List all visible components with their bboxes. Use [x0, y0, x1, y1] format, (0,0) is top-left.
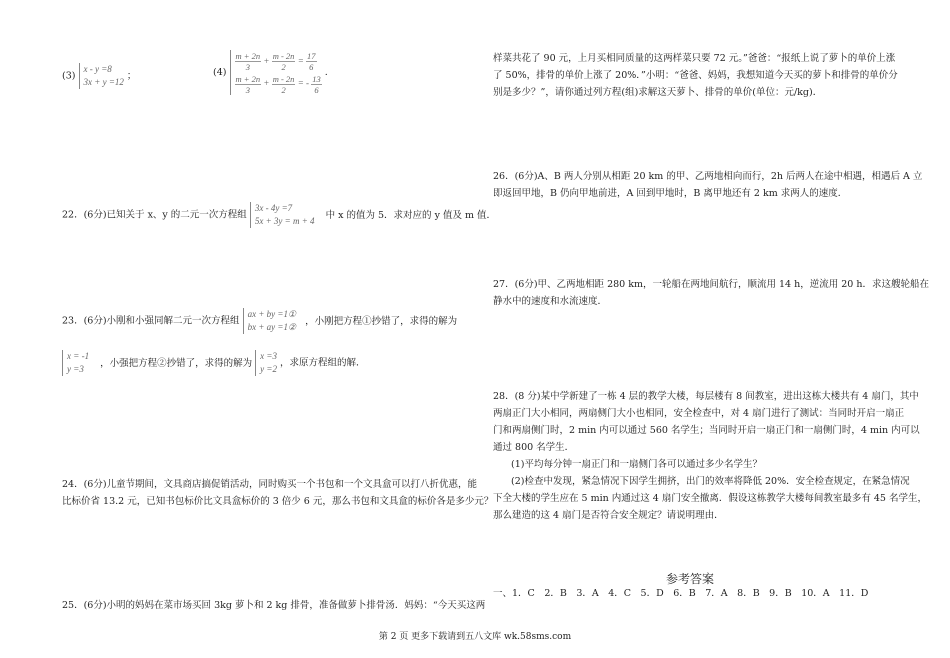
q21-3-eq2: 3x + y =12 — [83, 77, 124, 87]
q25-line2: 样菜共花了 90 元，上月买相同质量的这两样菜只要 72 元。”爸爸：“报纸上说了萝卜的单价上涨 — [493, 53, 896, 64]
answers-title: 参考答案 — [666, 572, 715, 586]
q21-part4 — [213, 50, 328, 95]
q25-continued — [493, 50, 898, 101]
q21-4-frac2b: $\frac{m - 2n}{2}$ — [272, 73, 295, 95]
q21-3-system — [79, 63, 124, 89]
q24 — [62, 476, 493, 510]
page-footer: 第 2 页 更多下载请到五八文库 wk.58sms.com — [378, 632, 572, 642]
q22-eq1: 3x - 4y =7 — [254, 203, 293, 213]
q28-sub1: (1)平均每分钟一扇正门和一扇侧门各可以通过多少名学生？ — [511, 459, 762, 470]
q24-line1: 24．(6分)儿童节期间，文具商店搞促销活动，同时购买一个书包和一个文具盒可以打八折优惠，能 — [62, 479, 478, 490]
q28-sub2a: (2)检查中发现，紧急情况下因学生拥挤，出门的效率将降低 20%．安全检查规定，在紧急情况 — [511, 476, 910, 487]
q21-3-label: (3) — [62, 70, 76, 82]
q28 — [493, 388, 927, 524]
q22-eq2: 5x + 3y = m + 4 — [254, 216, 315, 226]
q22-system — [250, 202, 315, 228]
q23-line1 — [62, 308, 457, 334]
q21-4-end: . — [324, 66, 328, 78]
q21-4-system — [230, 50, 322, 95]
q23-pre: 23．(6分)小刚和小强同解二元一次方程组 — [62, 315, 240, 327]
q23-sol2-y: y =2 — [260, 364, 277, 374]
q21-4-frac1a: $\frac{m + 2n}{3}$ — [235, 51, 261, 73]
q23-line2 — [62, 350, 366, 376]
q23-end: ，求原方程组的解． — [280, 357, 366, 369]
q23-post: ，小刚把方程①抄错了，求得的解为 — [305, 315, 458, 327]
q21-4-op1: + — [263, 56, 270, 66]
q23-solution1 — [62, 350, 89, 376]
q24-line2: 比标价省 13.2 元，已知书包标价比文具盒标价的 3 倍少 6 元，那么书包和文具盒的标价各是多少元？ — [62, 496, 494, 507]
q28-sub2b: 下全大楼的学生应在 5 min 内通过这 4 扇门安全撤离．假设这栋教学大楼每间教室最多有 45 名学生， — [493, 493, 927, 504]
q23-solution2 — [255, 350, 277, 376]
q28-line2: 两扇正门大小相同，两扇侧门大小也相同，安全检查中，对 4 扇门进行了测试：当同时开启一扇正 — [493, 408, 905, 419]
q23-system — [243, 308, 296, 334]
q21-4-eq1: = — [297, 56, 304, 66]
q25-line1: 25．(6分)小明的妈妈在菜市场买回 3kg 萝卜和 2 kg 排骨，准备做萝卜排骨汤．妈妈：“今天买这两 — [62, 600, 486, 611]
q21-4-frac1b: $\frac{m - 2n}{2}$ — [272, 51, 295, 73]
q26-line2: 即返回甲地，B 仍向甲地前进，A 回到甲地时，B 离甲地还有 2 km 求两人的速度． — [493, 188, 848, 199]
q25-line4: 别是多少？”，请你通过列方程(组)求解这天萝卜、排骨的单价(单位：元/kg)． — [493, 87, 823, 98]
q25-line3: 了 50%，排骨的单价上涨了 20%．”小明：“爸爸、妈妈，我想知道今天买的萝卜和排骨的单价分 — [493, 70, 898, 81]
q21-4-frac2c: $\frac{13}{6}$ — [312, 73, 321, 95]
q23-mid: ，小强把方程②抄错了，求得的解为 — [100, 357, 253, 369]
q23-eq1: ax + by =1① — [247, 309, 297, 319]
q21-4-eq2-row — [235, 72, 322, 94]
q27-line2: 静水中的速度和水流速度． — [493, 296, 608, 307]
q23-sol1-y: y =3 — [67, 364, 84, 374]
answers-line: 一、1．C 2．B 3．A 4．C 5．D 6．B 7．A 8．B 9．B 10．A 11．D — [493, 588, 869, 599]
q21-3-sep: ； — [126, 70, 137, 82]
q28-line4: 通过 800 名学生． — [493, 442, 575, 453]
q26-line1: 26．(6分)A、B 两人分别从相距 20 km 的甲、乙两地相向而行，2h 后两人在途中相遇，相遇后 A 立 — [493, 171, 923, 182]
q22-pre: 22．(6分)已知关于 x、y 的二元一次方程组 — [62, 209, 247, 221]
q23-eq2: bx + ay =1② — [247, 322, 297, 332]
q23-sol1-x: x = -1 — [67, 351, 90, 361]
q21-4-frac2a: $\frac{m + 2n}{3}$ — [235, 73, 261, 95]
q27-line1: 27．(6分)甲、乙两地相距 280 km，一轮船在两地间航行，顺流用 14 h，逆流用 20 h．求这艘轮船在 — [493, 279, 929, 290]
q21-4-label: (4) — [213, 66, 227, 78]
q21-4-eq2: = - — [297, 78, 310, 89]
q21-4-op2: + — [263, 78, 270, 89]
q28-line1: 28．(8 分)某中学新建了一栋 4 层的教学大楼，每层楼有 8 间教室，进出这栋大楼共有 4 扇门，其中 — [493, 391, 919, 402]
q21-part3 — [62, 63, 136, 89]
q22-post: 中 x 的值为 5．求对应的 y 值及 m 值． — [325, 209, 497, 221]
q25-start — [62, 597, 485, 614]
q23-sol2-x: x =3 — [260, 351, 277, 361]
q28-line3: 门和两扇侧门时，2 min 内可以通过 560 名学生；当同时开启一扇正门和一扇侧门时，4 min 内可以 — [493, 425, 920, 436]
q21-4-eq1-row — [235, 50, 322, 72]
q22 — [62, 202, 496, 228]
q26 — [493, 168, 922, 202]
q21-3-eq1: x - y =8 — [83, 64, 112, 74]
q28-sub2c: 那么建造的这 4 扇门是否符合安全规定？请说明理由． — [493, 510, 724, 521]
q27 — [493, 276, 929, 310]
q21-4-frac1c: $\frac{17}{6}$ — [307, 51, 316, 73]
